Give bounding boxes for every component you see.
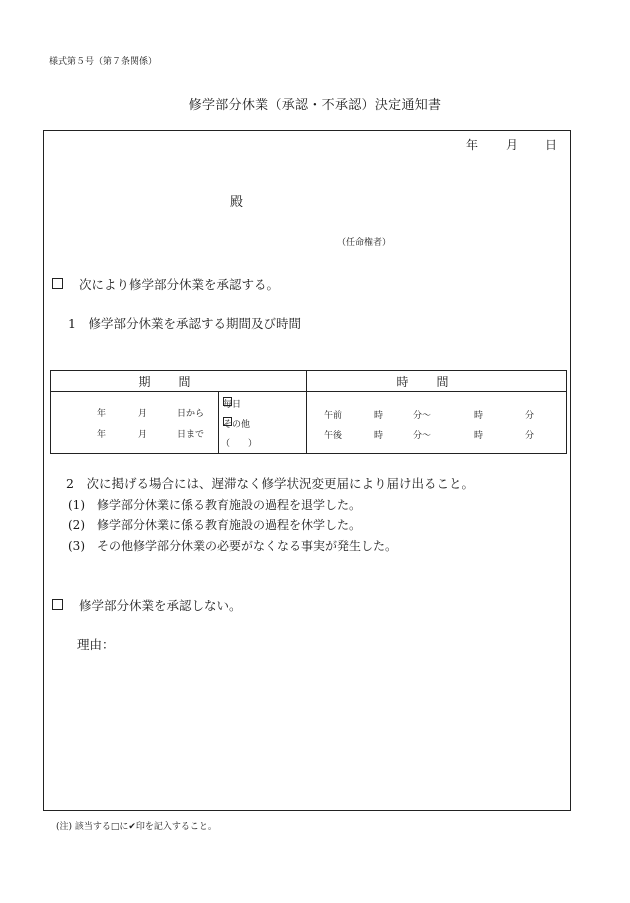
pm-end-hour-label: 時 (474, 431, 484, 441)
frequency-options-cell (219, 392, 307, 454)
to-month-label: 月 (138, 430, 148, 440)
sub-item-2: (2) 修学部分休業に係る教育施設の過程を休学した。 (68, 518, 362, 532)
date-year-label: 年 (466, 138, 479, 152)
to-day-label: 日まで (177, 430, 205, 440)
approve-item-2: 2 次に掲げる場合には、遅滞なく修学状況変更届により届け出ること。 (66, 476, 474, 491)
reason-label: 理由： (77, 637, 115, 652)
option-daily-label: 毎日 (223, 400, 242, 410)
pm-end-minute-label: 分 (525, 431, 535, 441)
period-time-table (50, 370, 567, 454)
am-start-hour-label: 時 (374, 411, 384, 421)
form-number: 様式第５号（第７条関係） (49, 57, 158, 67)
reject-option[interactable] (52, 596, 242, 614)
approve-item-1: 1 修学部分休業を承認する期間及び時間 (68, 316, 301, 331)
approve-label: 次により修学部分休業を承認する。 (79, 277, 280, 292)
addressee-suffix: 殿 (230, 195, 244, 210)
header-period: 期間 (51, 371, 307, 392)
date-day-label: 日 (545, 138, 558, 152)
am-end-hour-label: 時 (474, 411, 484, 421)
pm-start-hour-label: 時 (374, 431, 384, 441)
option-other-detail[interactable]: （ ） (221, 439, 258, 449)
reject-checkbox[interactable] (52, 599, 63, 610)
document-title: 修学部分休業（承認・不承認）決定通知書 (188, 98, 442, 113)
form-frame (43, 130, 571, 811)
footnote: (注) 該当する□に✔印を記入すること。 (56, 822, 217, 832)
from-month-label: 月 (138, 409, 148, 419)
pm-label: 午後 (324, 431, 343, 441)
pm-start-minute-label: 分～ (413, 431, 432, 441)
am-label: 午前 (324, 411, 343, 421)
option-other-label: その他 (223, 420, 251, 430)
sub-item-3: (3) その他修学部分休業の必要がなくなる事実が発生した。 (68, 539, 398, 553)
time-cell[interactable] (307, 392, 567, 454)
from-year-label: 年 (97, 409, 107, 419)
to-year-label: 年 (97, 430, 107, 440)
approve-checkbox[interactable] (52, 278, 63, 289)
reject-label: 修学部分休業を承認しない。 (79, 598, 242, 613)
appointing-authority-label: （任命権者） (337, 238, 392, 248)
from-day-label: 日から (177, 409, 205, 419)
am-end-minute-label: 分 (525, 411, 535, 421)
am-start-minute-label: 分～ (413, 411, 432, 421)
approve-option[interactable] (52, 275, 279, 293)
period-dates-cell[interactable] (51, 392, 219, 454)
header-time: 時間 (307, 371, 567, 392)
sub-item-1: (1) 修学部分休業に係る教育施設の過程を退学した。 (68, 498, 362, 512)
date-month-label: 月 (506, 138, 519, 152)
